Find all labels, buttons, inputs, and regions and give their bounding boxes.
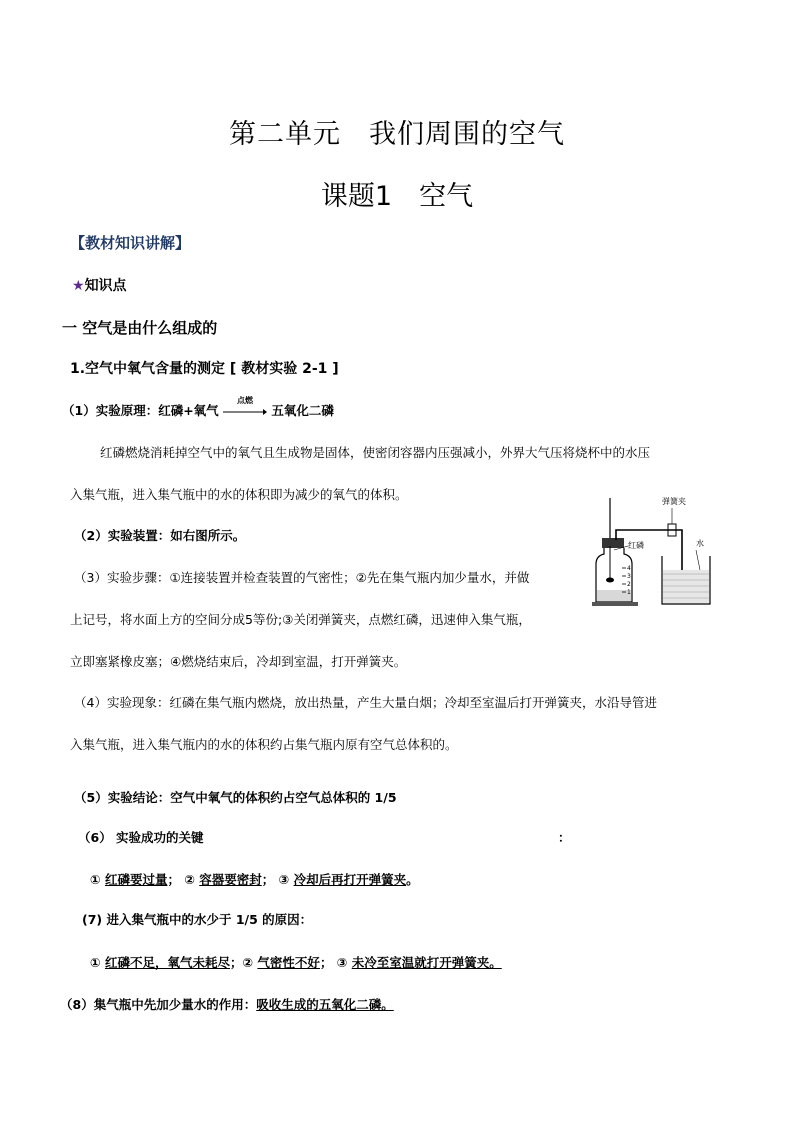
principle-line xyxy=(62,395,334,419)
knowledge-label: 知识点 xyxy=(84,278,127,294)
phenomenon-line2: 入集气瓶，进入集气瓶内的水的体积约占集气瓶内原有空气总体积的。 xyxy=(70,737,458,752)
lesson-title: 课题1 空气 xyxy=(320,181,474,212)
key-colon: ： xyxy=(558,830,571,845)
phosphorus-label: 红磷 xyxy=(628,541,644,550)
section-label: 【教材知识讲解】 xyxy=(70,234,191,252)
unit-title: 第二单元 我们周围的空气 xyxy=(229,119,565,150)
key-num-1: ① xyxy=(90,872,101,887)
steps-line3: 立即塞紧橡皮塞；④燃烧结束后，冷却到室温，打开弹簧夹。 xyxy=(70,654,407,669)
steps-line2: 上记号，将水面上方的空间分成5等份;③关闭弹簧夹，点燃红磷，迅速伸入集气瓶， xyxy=(70,612,531,627)
key-answer-1: 红磷要过量 xyxy=(104,872,168,887)
water-role-answer: 吸收生成的五氧化二磷。 xyxy=(256,997,394,1012)
clip-label: 弹簧夹 xyxy=(662,497,686,506)
reaction-arrow xyxy=(223,395,267,419)
phenomenon-line1: （4）实验现象：红磷在集气瓶内燃烧，放出热量，产生大量白烟；冷却至室温后打开弹簧夹，水沿导管进 xyxy=(74,695,657,710)
mark-3: 3 xyxy=(627,573,631,580)
reason-num-1: ① xyxy=(90,955,101,970)
water-role-prefix: （8）集气瓶中先加少量水的作用： xyxy=(60,997,257,1012)
principle-text-line2: 入集气瓶，进入集气瓶中的水的体积即为减少的氧气的体积。 xyxy=(70,487,408,502)
star-icon: ★ xyxy=(72,278,85,294)
key-answer-2: 容器要密封 xyxy=(199,872,262,887)
heading-composition: 一 空气是由什么组成的 xyxy=(62,319,218,337)
mark-1: 1 xyxy=(627,589,631,596)
reason-sep-2: ； ③ xyxy=(319,955,348,970)
knowledge-heading xyxy=(72,275,127,295)
steps-line1: （3）实验步骤：①连接装置并检查装置的气密性；②先在集气瓶内加少量水，并做 xyxy=(74,570,530,585)
mark-4: 4 xyxy=(627,565,631,572)
reason-answer-3: 未冷至室温就打开弹簧夹。 xyxy=(351,955,502,970)
principle-text-line1: 红磷燃烧消耗掉空气中的氧气且生成物是固体，使密闭容器内压强减小，外界大气压将烧杯中的水压 xyxy=(100,445,651,460)
apparatus-figure xyxy=(592,490,722,610)
key-answer-3: 冷却后再打开弹簧夹 xyxy=(293,872,407,887)
mark-2: 2 xyxy=(627,581,631,588)
key-label: （6） 实验成功的关键 xyxy=(78,830,204,845)
key-sep-1: ； ② xyxy=(167,872,195,887)
reason-answer-2: 气密性不好 xyxy=(257,955,320,970)
water-label: 水 xyxy=(696,539,704,548)
key-sep-2: ； ③ xyxy=(261,872,290,887)
key-answers: ① 红磷要过量； ② 容器要密封； ③ 冷却后再打开弹簧夹。 xyxy=(90,872,419,887)
apparatus-diagram xyxy=(592,490,722,610)
reason-sep-1: ；② xyxy=(229,955,254,970)
reason-answers xyxy=(90,953,502,971)
heading-oxygen-measure: 1.空气中氧气含量的测定 [ 教材实验 2-1 ] xyxy=(70,361,339,377)
conclusion-line: （5）实验结论：空气中氧气的体积约占空气总体积的 1/5 xyxy=(74,790,397,805)
reason-answer-1: 红磷不足，氧气未耗尽 xyxy=(104,955,230,970)
arrow-icon xyxy=(223,408,267,416)
principle-prefix: （1）实验原理：红磷+氧气 xyxy=(62,403,219,418)
water-role-line xyxy=(60,995,394,1013)
reaction-condition: 点燃 xyxy=(237,395,254,405)
principle-product: 五氧化二磷 xyxy=(271,403,334,418)
reason-label: (7) 进入集气瓶中的水少于 1/5 的原因： xyxy=(82,912,313,927)
apparatus-line: （2）实验装置：如右图所示。 xyxy=(74,528,246,543)
